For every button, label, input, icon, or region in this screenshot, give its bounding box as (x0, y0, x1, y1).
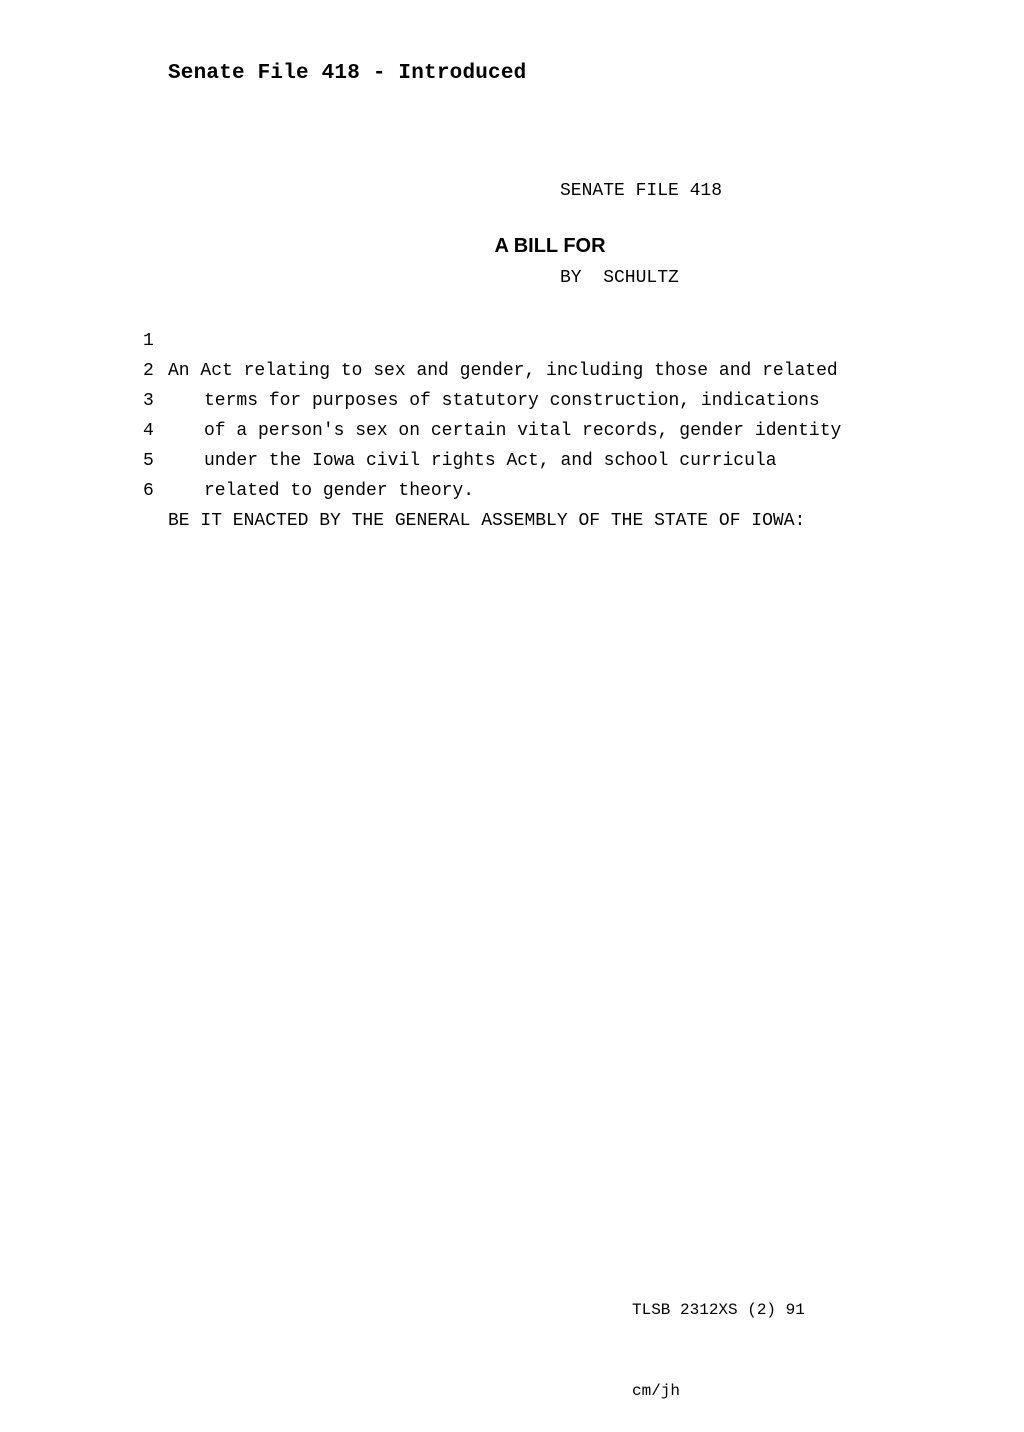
line-text: under the Iowa civil rights Act, and school curricula (204, 451, 777, 471)
line-text: terms for purposes of statutory construction, indications (204, 391, 820, 411)
line-number: 3 (143, 391, 154, 411)
bill-heading: A BILL FOR (494, 235, 606, 257)
line-number: 6 (143, 481, 154, 501)
bill-line (143, 416, 475, 501)
footer-initials: cm/jh (632, 1382, 681, 1400)
bill-body (143, 296, 842, 531)
bill-file-number: SENATE FILE 418 (560, 181, 723, 201)
line-number: 1 (143, 331, 154, 351)
page-title: Senate File 418 - Introduced (168, 62, 527, 85)
line-number: 5 (143, 451, 154, 471)
line-text: related to gender theory. (204, 481, 475, 501)
document-footer (632, 1243, 805, 1432)
bill-sponsor: BY SCHULTZ (560, 268, 679, 288)
footer-code: TLSB 2312XS (2) 91 (632, 1301, 805, 1319)
bill-line (143, 296, 838, 381)
line-text: of a person′s sex on certain vital records, gender identity (204, 421, 842, 441)
bill-identification (560, 119, 722, 322)
line-number: 4 (143, 421, 154, 441)
line-number: 2 (143, 361, 154, 381)
line-text: BE IT ENACTED BY THE GENERAL ASSEMBLY OF THE STATE OF IOWA: (168, 511, 806, 531)
line-text: An Act relating to sex and gender, including those and related (168, 361, 838, 381)
